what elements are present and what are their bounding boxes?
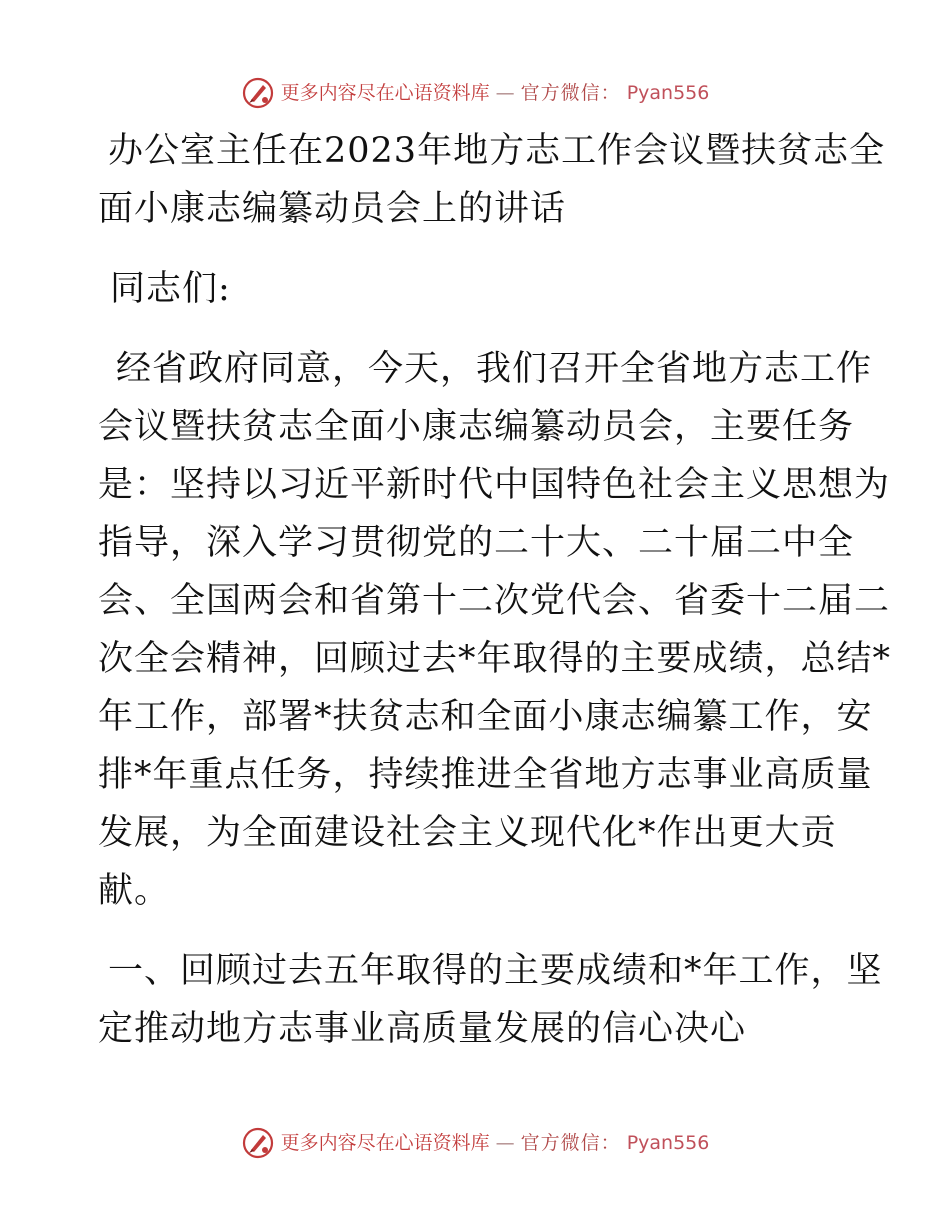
section-heading bbox=[98, 942, 883, 1058]
document-body bbox=[98, 122, 892, 1058]
heading-line: 一、回顾过去五年取得的主要成绩和*年工作，坚 bbox=[108, 951, 883, 991]
watermark-footer bbox=[0, 1126, 950, 1160]
quill-pen-seal-icon bbox=[241, 1126, 275, 1160]
paragraph-line: 经省政府同意，今天，我们召开全省地方志工作 bbox=[116, 349, 873, 389]
title-line: 面小康志编纂动员会上的讲话 bbox=[98, 189, 567, 229]
watermark-separator: — bbox=[495, 1132, 515, 1154]
document-title bbox=[98, 122, 886, 238]
salutation: 同志们: bbox=[110, 269, 231, 309]
quill-pen-seal-icon bbox=[241, 76, 275, 110]
watermark-official-label: 官方微信： bbox=[520, 1132, 621, 1154]
watermark-wechat-id: Pyan556 bbox=[626, 1132, 710, 1154]
paragraph-line: 会、全国两会和省第十二次党代会、省委十二届二 bbox=[98, 581, 891, 621]
paragraph-line: 年工作，部署*扶贫志和全面小康志编纂工作，安 bbox=[98, 697, 873, 737]
watermark-official-label: 官方微信： bbox=[520, 82, 621, 104]
paragraph-line: 是：坚持以习近平新时代中国特色社会主义思想为 bbox=[98, 465, 891, 505]
paragraph-line: 发展，为全面建设社会主义现代化*作出更大贡 bbox=[98, 813, 837, 853]
watermark-header bbox=[0, 76, 950, 110]
paragraph-line: 献。 bbox=[98, 871, 171, 911]
watermark-brand: 更多内容尽在心语资料库 bbox=[280, 82, 490, 104]
paragraph bbox=[98, 340, 892, 920]
title-line: 办公室主任在2023年地方志工作会议暨扶贫志全 bbox=[108, 131, 886, 171]
heading-line: 定推动地方志事业高质量发展的信心决心 bbox=[98, 1009, 747, 1049]
watermark-brand: 更多内容尽在心语资料库 bbox=[280, 1132, 490, 1154]
paragraph-line: 排*年重点任务，持续推进全省地方志事业高质量 bbox=[98, 755, 873, 795]
paragraph-line: 次全会精神，回顾过去*年取得的主要成绩，总结* bbox=[98, 639, 892, 679]
watermark-wechat-id: Pyan556 bbox=[626, 82, 710, 104]
watermark-separator: — bbox=[495, 82, 515, 104]
paragraph-line: 会议暨扶贫志全面小康志编纂动员会，主要任务 bbox=[98, 407, 855, 447]
paragraph-line: 指导，深入学习贯彻党的二十大、二十届二中全 bbox=[98, 523, 855, 563]
